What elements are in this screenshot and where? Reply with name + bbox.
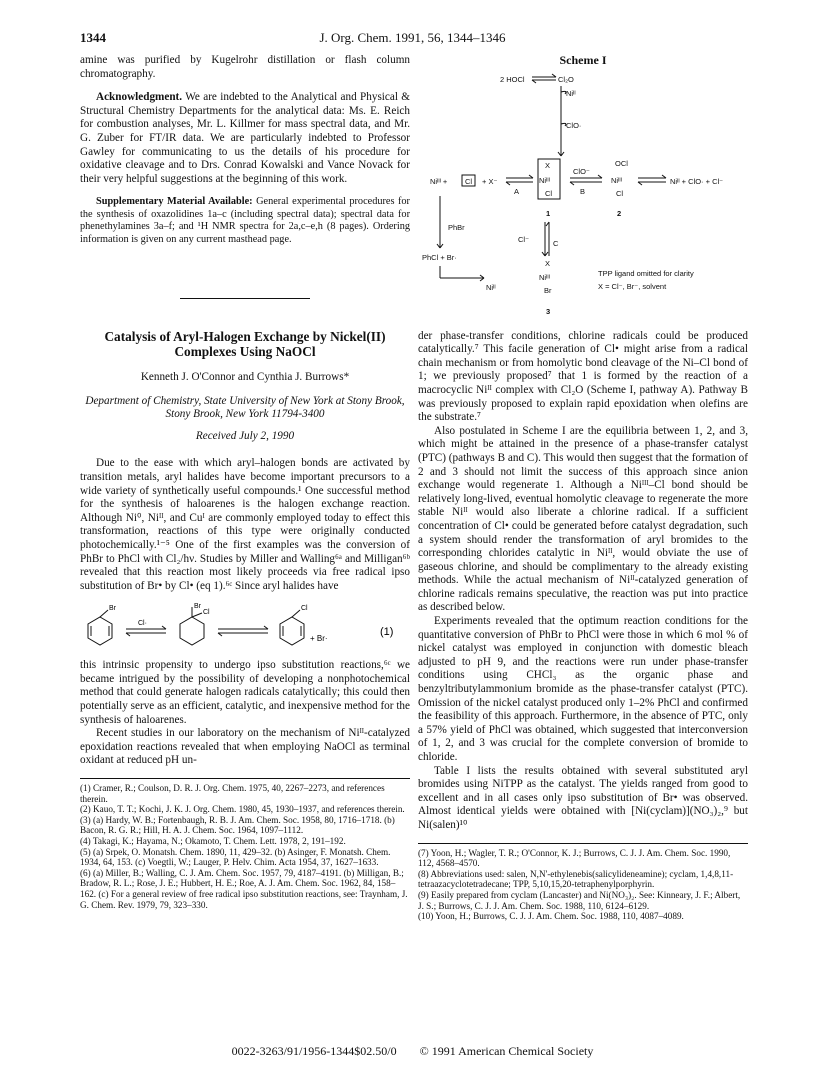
- received-date: Received July 2, 1990: [195, 429, 295, 442]
- acknowledgment: [80, 91, 410, 186]
- footnote: (9) Easily prepared from cyclam (Lancaster) and Ni(NO₃)₂. See: Kinneary, J. F.; Albert, J. S.; Burrows, C. J. J. Am. Chem. Soc. 1988, 110, 6124–6129.: [418, 889, 741, 911]
- equilibrium-arrow-1: [126, 626, 166, 636]
- page-number: 1344: [80, 30, 106, 45]
- scheme-phcl: PhCl + Br·: [422, 252, 457, 262]
- intro-paragraph-3: Recent studies in our laboratory on the mechanism of Niᴵᴵ-catalyzed epoxidation reactions revealed that when employing NaOCl as terminal oxidant at reduced pH un-: [80, 727, 410, 767]
- scheme-x3: X: [545, 258, 551, 268]
- bromobenzene-structure: [88, 610, 112, 645]
- ack-heading: Acknowledgment.: [96, 91, 183, 104]
- scheme-x-note: X = Cl⁻, Br⁻, solvent: [598, 281, 667, 291]
- scheme-x-minus: + X⁻: [482, 176, 498, 186]
- page-header: [80, 30, 745, 50]
- eq-cl-radical: Cl·: [138, 620, 147, 628]
- scheme-ni2: Niᴵᴵᴵ: [611, 175, 622, 185]
- page-footer: [80, 1044, 745, 1059]
- scheme-title: Scheme I: [559, 53, 607, 67]
- footnotes-right: [418, 843, 748, 922]
- copyright: © 1991 American Chemical Society: [419, 1044, 594, 1058]
- intro-paragraph-2: this intrinsic propensity to undergo ipso substitution reactions,⁶ᶜ we became intrigued by the possibility of developing a nonphotochemical method that could generate halogen radicals catalytically; this could then potentially serve as an efficient, catalytic, and inexpensive method for the synthesis of haloarenes.: [80, 659, 410, 726]
- scheme-cl1: Cl: [545, 188, 553, 198]
- journal-code: 0022-3263/91/1956-1344$02.50/0: [231, 1044, 397, 1058]
- scheme-x1: X: [545, 160, 551, 170]
- scheme-ni1: Niᴵᴵᴵ: [539, 175, 550, 185]
- article-title: Catalysis of Aryl-Halogen Exchange by Nickel(II) Complexes Using NaOCl: [104, 328, 386, 359]
- scheme-clo-minus: ClO⁻: [573, 166, 590, 176]
- scheme-products: Niᴵᴵ + ClO· + Cl⁻: [670, 176, 724, 186]
- right-column: [418, 54, 748, 922]
- footnote: (7) Yoon, H.; Wagler, T. R.; O'Connor, K. J.; Burrows, C. J. J. Am. Chem. Soc. 1990, 112, 4568–4570.: [418, 847, 731, 869]
- section-divider: [180, 298, 310, 299]
- footnotes-left: [80, 778, 410, 910]
- scheme-1-diagram: [418, 70, 748, 330]
- eq-br-label-2: Br: [194, 603, 201, 611]
- scheme-hocl: 2 HOCl: [500, 74, 525, 84]
- scheme-tpp-note: TPP ligand omitted for clarity: [598, 268, 694, 278]
- equilibrium-arrow-2: [218, 626, 268, 636]
- equation-1-graphic: [80, 601, 410, 649]
- scheme-phbr: PhBr: [448, 222, 465, 232]
- ack-text: We are indebted to the Analytical and Physical & Structural Chemistry Departments for the analytical data: Ms. E. Reich for combustion analyses, Mr. L. Killmer for mass spectral data, and Mr. G. Zuber for FT/IR data. We are particularly indebted to Professor Gawley for communicating to us the details of his procedure for oxidative cleavage and to Drs. Conrad Kowalski and Vance Novack for their very helpful suggestions at the beginning of this work.: [80, 91, 410, 185]
- footnote: (4) Takagi, K.; Hayama, N.; Okamoto, T. Chem. Lett. 1978, 2, 191–192.: [80, 836, 346, 846]
- journal-citation: J. Org. Chem. 1991, 56, 1344–1346: [319, 30, 506, 45]
- scheme-br3: Br: [544, 285, 552, 295]
- supplementary-material: [80, 196, 410, 246]
- scheme-compound-2: 2: [617, 208, 622, 218]
- body-paragraph-2: Also postulated in Scheme I are the equilibria between 1, 2, and 3, which might be attained in the presence of a phase-transfer catalyst (PTC) (pathways B and C). This would then suggest that the formation of 2 and 3 should not limit the success of this approach since anion exchange would regenerate 1. Although a Niᴵᴵᴵ–Cl bond should be relatively long-lived, eventual homolytic cleavage to regenerate the more stable Niᴵᴵ would also liberate a chlorine radical. If a sufficient concentration of Cl• could be generated before catalyst degradation, such a system should render the transformation of aryl bromides to the corresponding chlorides catalytic in Niᴵᴵ, would obviate the use of gaseous chlorine, and should be complimentary to the already existing methods. While the actual mechanism of Niᴵᴵ-catalyzed generation of chlorine radicals remains speculative, the reaction was put into practice as described below.: [418, 424, 748, 614]
- continued-paragraph: amine was purified by Kugelrohr distillation or flash column chromatography.: [80, 54, 410, 80]
- ipso-intermediate-structure: [180, 607, 204, 645]
- scheme-ni-left: Niᴵᴵᴵ +: [430, 176, 448, 186]
- scheme-cl2o: Cl₂O: [558, 74, 574, 84]
- chlorobenzene-structure: [280, 610, 304, 645]
- equation-1: [80, 601, 410, 649]
- scheme-cl-boxed: Cl: [465, 176, 473, 186]
- scheme-label-b: B: [580, 186, 586, 196]
- body-paragraph-1: der phase-transfer conditions, chlorine radicals could be produced catalytically.⁷ This facile generation of Cl• might arise from a radical chain mechanism or from homolytic bond cleavage of the Ni–Cl bond of 1; we previously proposed⁷ that 1 is formed by the reaction of a macrocyclic Niᴵᴵ complex with Cl₂O (Scheme I, pathway A). Pathway B was previously proposed to explain rapid epoxidation when olefins are the substrate.⁷: [418, 329, 748, 424]
- scheme-label-a: A: [514, 186, 520, 196]
- scheme-cl2: Cl: [616, 188, 624, 198]
- equation-number: (1): [380, 626, 394, 639]
- left-column: [80, 54, 410, 910]
- eq-br-label-1: Br: [109, 605, 116, 613]
- article-authors: Kenneth J. O'Connor and Cynthia J. Burrows*: [140, 370, 350, 383]
- scheme-compound-3: 3: [546, 306, 551, 316]
- scheme-ni-top: Niᴵᴵ: [566, 88, 576, 98]
- scheme-ocl: OCl: [615, 158, 628, 168]
- footnote: (5) (a) Srpek, O. Monatsh. Chem. 1890, 11, 429–32. (b) Asinger, F. Monatsh. Chem. 1934, 64, 153. (c) Voegtli, W.; Lauger, P. Helv. Chim. Acta 1954, 37, 1627–1633.: [80, 846, 391, 868]
- affiliation: Department of Chemistry, State University of New York at Stony Brook, Stony Brook, New York 11794-3400: [85, 394, 405, 421]
- scheme-compound-1: 1: [546, 208, 551, 218]
- eq-cl-label-1: Cl: [203, 609, 210, 617]
- eq-cl-label-2: Cl: [301, 605, 308, 613]
- supp-text: General experimental procedures for the synthesis of oxazolidines 1a–c (including spectral data); spectral data for phenethylamines 3a–f; and ¹H NMR spectra for 2a,c–e,h (8 pages). Ordering information is given on any current masthead page.: [80, 196, 410, 245]
- intro-paragraph-1: Due to the ease with which aryl–halogen bonds are activated by transition metals, aryl halides have become important precursors to a wide variety of synthetically useful compounds.¹ One successful method for the synthesis of haloarenes is the halogen exchange reaction. Although Ni⁰, Niᴵᴵ, and Cuᴵ are commonly employed today to effect this transformation, reactions of this type were originally conducted photochemically.¹⁻⁵ One of the first examples was the conversion of PhBr to PhCl with Cl₂/hν. Studies by Miller and Walling⁶ᵃ and Milligan⁶ᵇ revealed that this reaction most likely proceeds via free radical ipso substitution of Br• by Cl• (eq 1).⁶ᶜ Since aryl halides have: [80, 457, 410, 592]
- footnote: (1) Cramer, R.; Coulson, D. R. J. Org. Chem. 1975, 40, 2267–2273, and references therein.: [80, 783, 385, 804]
- footnote: (6) (a) Miller, B.; Walling, C. J. Am. Chem. Soc. 1957, 79, 4187–4191. (b) Milligan, B.; Bradow, R. L.; Rose, J. E.; Hubbert, H. E.; Roe, A. J. Am. Chem. Soc. 1962, 84, 158–162. (c) For a general review of free radical ipso substitution reactions, see: Traynham, J. G. Chem. Rev. 1979, 79, 323–330.: [80, 867, 408, 910]
- footnote: (8) Abbreviations used: salen, N,N'-ethylenebis(salicylideneamine); cyclam, 1,4,8,11-tetraazacyclotetradecane; TPP, 5,10,15,20-tetraphenylporphyrin.: [418, 868, 734, 890]
- footnote: (2) Kauo, T. T.; Kochi, J. K. J. Org. Chem. 1980, 45, 1930–1937, and references therein.: [80, 804, 405, 815]
- body-paragraph-4: Table I lists the results obtained with several substituted aryl bromides using NiTPP as the catalyst. The yields ranged from good to excellent and in all cases only ipso substitution of Br• was observed. Almost identical yields were obtained with [Ni(cyclam)](NO₃)₂,⁹ but Ni(salen)¹⁰: [418, 764, 748, 831]
- scheme-cl-minus: Cl⁻: [518, 234, 530, 244]
- supp-heading: Supplementary Material Available:: [96, 196, 253, 208]
- scheme-clo-radical: ClO·: [566, 120, 582, 130]
- body-paragraph-3: Experiments revealed that the optimum reaction conditions for the quantitative conversion of PhBr to PhCl were those in which 6 mol % of nickel catalyst was employed in conjunction with domestic bleach adjusted to pH 9, and the reactions were run under phase-transfer conditions using CHCl₃ as the organic phase and benzyltributylammonium bromide as the phase-transfer catalyst (PTC). Omission of the nickel catalyst produced only 1–2% PhCl and confirmed the feasibility of this approach. Furthermore, in the absence of PTC, only a 57% yield of PhCl was obtained, which suggested that interconversion of 1, 2, and 3 was crucial for the complete conversion of bromide to chloride.: [418, 615, 748, 763]
- footnote: (3) (a) Hardy, W. B.; Fortenbaugh, R. B. J. Am. Chem. Soc. 1958, 80, 1716–1718. (b) Bacon, R. G. R.; Hill, H. A. J. Chem. Soc. 1964, 1097–1112.: [80, 814, 395, 836]
- eq-br-radical: + Br·: [310, 634, 328, 644]
- scheme-ni3: Niᴵᴵᴵ: [539, 272, 550, 282]
- scheme-label-c: C: [553, 238, 559, 248]
- footnote: (10) Yoon, H.; Burrows, C. J. J. Am. Chem. Soc. 1988, 110, 4087–4089.: [418, 911, 684, 922]
- scheme-ni-bottom: Niᴵᴵ: [486, 282, 496, 292]
